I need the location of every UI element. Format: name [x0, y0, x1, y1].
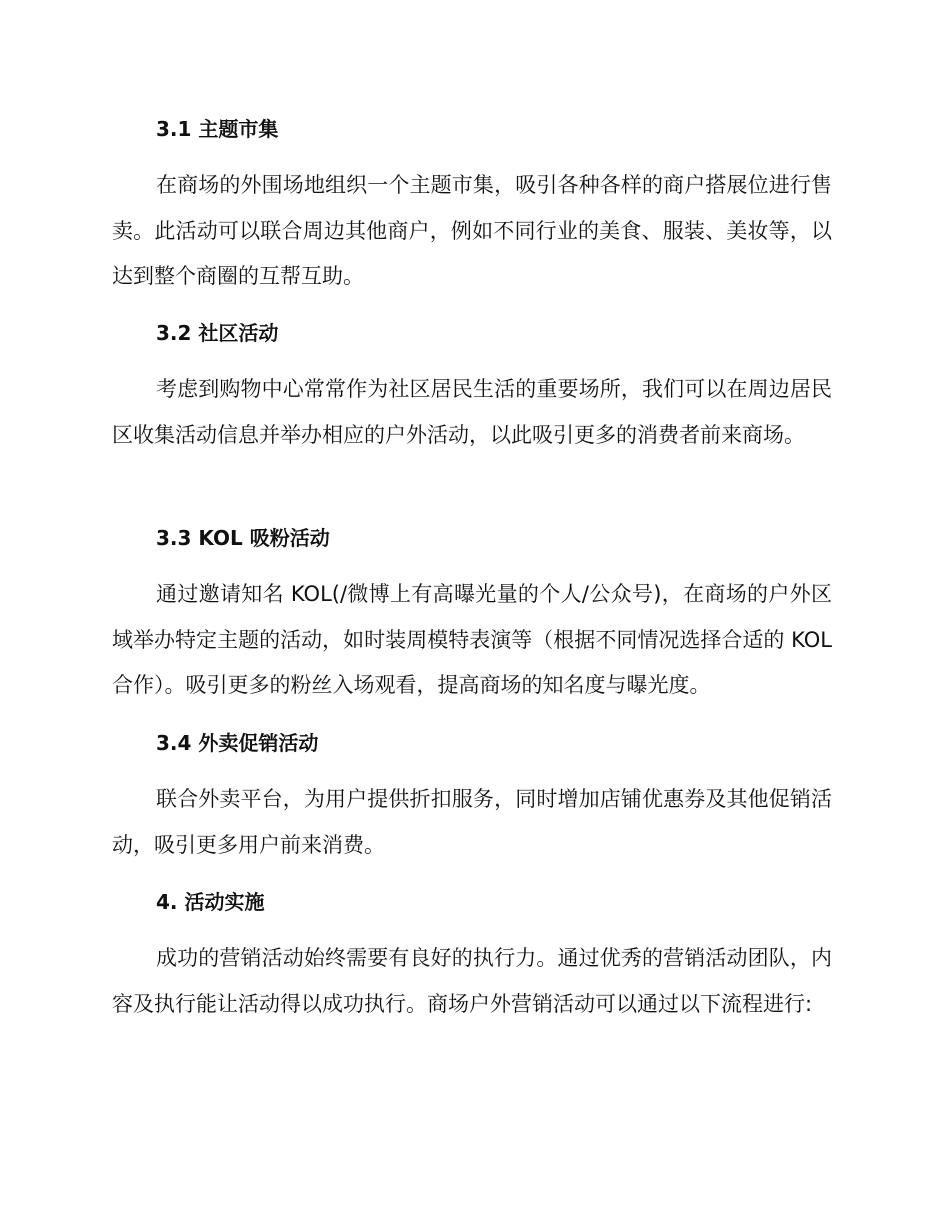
section-body-4: 成功的营销活动始终需要有良好的执行力。通过优秀的营销活动团队，内容及执行能让活动得以成功执行。商场户外营销活动可以通过以下流程进行: [112, 946, 832, 1016]
section-heading-3-1: 3.1 主题市集 [156, 117, 279, 141]
section-heading-3-2: 3.2 社区活动 [156, 321, 279, 345]
section-heading-3-4: 3.4 外卖促销活动 [156, 731, 319, 755]
section-heading-4: 4. 活动实施 [156, 890, 265, 914]
section-heading-3-3: 3.3 KOL 吸粉活动 [156, 526, 330, 550]
section-body-3-3: 通过邀请知名 KOL(/微博上有高曝光量的个人/公众号)，在商场的户外区域举办特定主题的活动，如时装周模特表演等（根据不同情况选择合适的 KOL 合作）。吸引更多的粉丝入场观看，提高商场的知名度与曝光度。 [112, 582, 832, 697]
section-body-3-1: 在商场的外围场地组织一个主题市集，吸引各种各样的商户搭展位进行售卖。此活动可以联合周边其他商户，例如不同行业的美食、服装、美妆等，以达到整个商圈的互帮互助。 [112, 173, 832, 288]
section-body-3-2: 考虑到购物中心常常作为社区居民生活的重要场所，我们可以在周边居民区收集活动信息并举办相应的户外活动，以此吸引更多的消费者前来商场。 [112, 377, 832, 447]
section-body-3-4: 联合外卖平台，为用户提供折扣服务，同时增加店铺优惠券及其他促销活动，吸引更多用户前来消费。 [112, 787, 832, 857]
